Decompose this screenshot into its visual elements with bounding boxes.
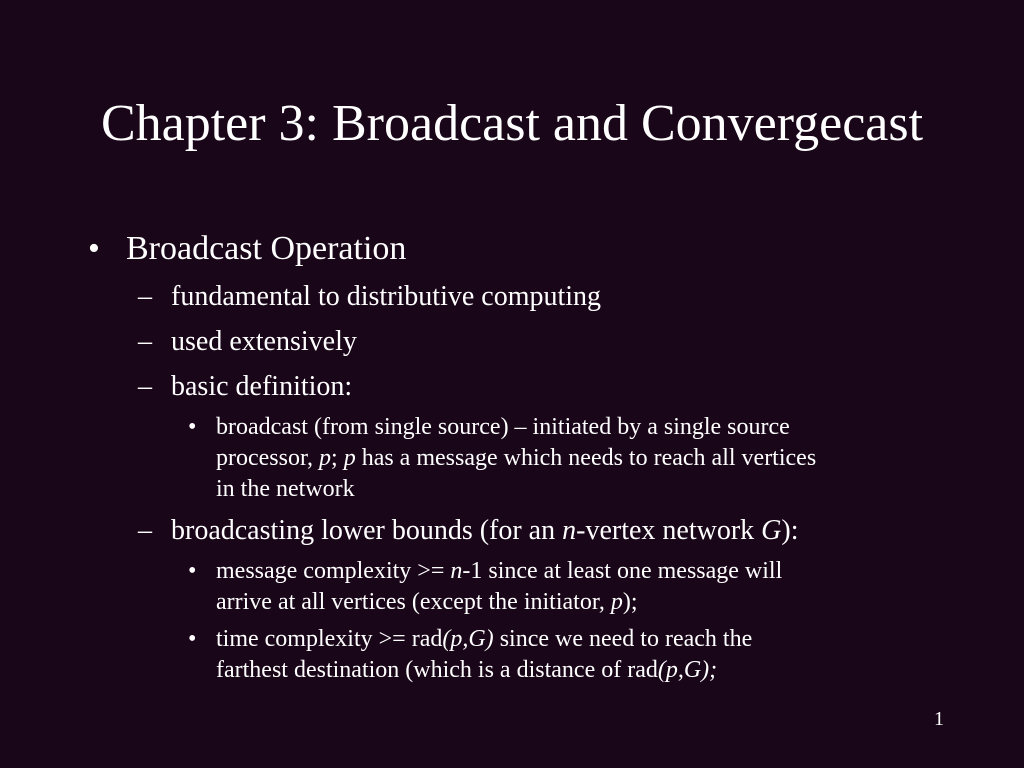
text-run: time complexity >= rad xyxy=(216,626,443,652)
time-complexity-text xyxy=(216,624,936,686)
time-complexity-line-2 xyxy=(216,655,936,686)
page-number: 1 xyxy=(934,708,944,730)
message-complexity-line-1 xyxy=(216,556,936,587)
text-run: ): xyxy=(781,515,799,546)
var-n: n xyxy=(562,515,577,546)
bullet-marker: • xyxy=(88,230,100,267)
bullet-marker: • xyxy=(188,558,197,584)
bullet-marker: • xyxy=(188,414,197,440)
text-run: arrive at all vertices (except the initiator, xyxy=(216,589,611,615)
sub-bullet-text: fundamental to distributive computing xyxy=(171,281,602,312)
bullet-marker: • xyxy=(188,626,197,652)
text-run: ; xyxy=(331,445,344,471)
definition-line-3: in the network xyxy=(216,476,355,502)
var-pg: (p,G); xyxy=(657,657,718,683)
sub-bullet-text xyxy=(171,513,799,549)
slide-title: Chapter 3: Broadcast and Convergecast xyxy=(100,95,924,152)
sub-bullet-text: used extensively xyxy=(171,326,357,357)
text-run: has a message which needs to reach all vertices xyxy=(355,445,817,471)
text-run: farthest destination (which is a distance of rad xyxy=(216,657,658,683)
dash-marker: – xyxy=(138,326,152,357)
text-run: ); xyxy=(622,589,638,615)
dash-marker: – xyxy=(138,371,152,402)
time-complexity-line-1 xyxy=(216,624,936,655)
text-run: processor, xyxy=(216,445,320,471)
var-p: p xyxy=(319,445,332,471)
text-run: since we need to reach the xyxy=(493,626,753,652)
message-complexity-line-2 xyxy=(216,587,936,618)
var-p: p xyxy=(610,589,623,615)
var-pg: (p,G) xyxy=(442,626,494,652)
message-complexity-text xyxy=(216,556,936,618)
dash-marker: – xyxy=(138,515,152,546)
bullet-text: Broadcast Operation xyxy=(126,230,407,267)
var-g: G xyxy=(761,515,782,546)
var-p: p xyxy=(343,445,356,471)
text-run: -1 since at least one message will xyxy=(462,558,783,584)
text-run: -vertex network xyxy=(576,515,762,546)
sub-bullet-text: basic definition: xyxy=(171,371,353,402)
dash-marker: – xyxy=(138,281,152,312)
text-run: message complexity >= xyxy=(216,558,451,584)
var-n: n xyxy=(450,558,463,584)
definition-line-2 xyxy=(216,443,936,474)
definition-text xyxy=(216,412,936,505)
definition-line-1: broadcast (from single source) – initiated by a single source xyxy=(216,414,790,440)
text-run: broadcasting lower bounds (for an xyxy=(171,515,563,546)
